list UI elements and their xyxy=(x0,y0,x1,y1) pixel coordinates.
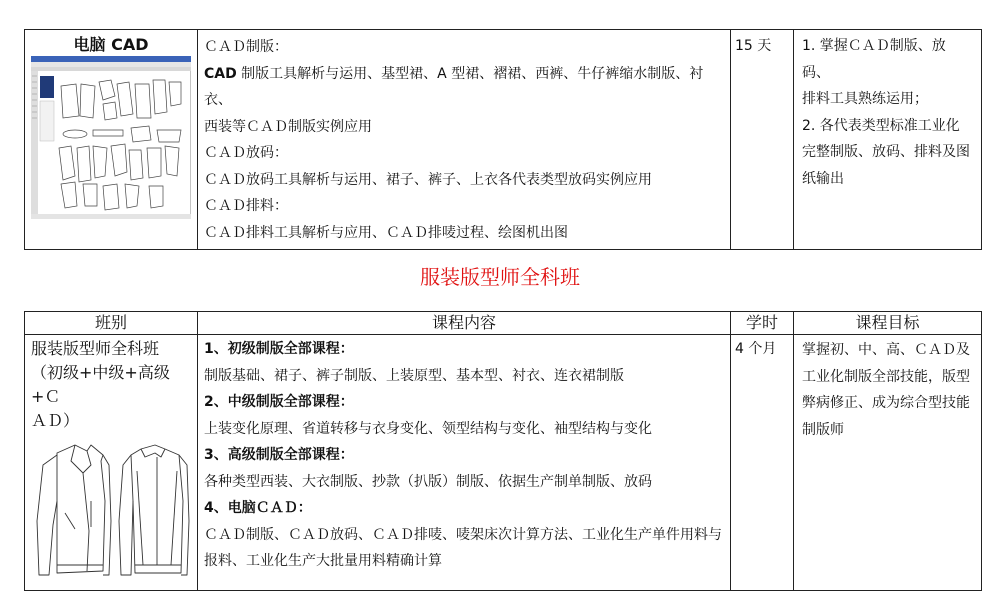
section-title: 服装版型师全科班 xyxy=(420,265,580,289)
cad-goal-line-4: 完整制版、放码、排料及图 xyxy=(802,144,970,160)
content-line-7: 4、电脑ＣＡＤ： xyxy=(204,500,312,516)
header-goals: 课程目标 xyxy=(794,312,982,335)
cad-goal-line-5: 纸输出 xyxy=(802,170,844,187)
cad-content-line-4: ＣＡＤ放码： xyxy=(204,145,288,161)
duration: 4 个月 xyxy=(735,341,777,357)
cad-content-line-5: ＣＡＤ放码工具解析与运用、裙子、裤子、上衣各代表类型放码实例应用 xyxy=(204,171,652,188)
cad-content-cell xyxy=(198,30,731,250)
cad-prefix: CAD xyxy=(204,65,237,82)
goals-cell xyxy=(794,335,982,591)
table-header-row xyxy=(25,312,982,335)
header-content: 课程内容 xyxy=(198,312,731,335)
cad-content-line-7: ＣＡＤ排料工具解析与应用、ＣＡＤ排唛过程、绘图机出图 xyxy=(204,224,568,241)
cad-goal-line-3: 2. 各代表类型标准工业化 xyxy=(802,117,960,134)
cad-content-line-3: 西装等ＣＡＤ制版实例应用 xyxy=(204,118,372,135)
cad-class-cell xyxy=(25,30,198,250)
content-line-2: 制版基础、裙子、裤子制版、上装原型、基本型、衬衣、连衣裙制版 xyxy=(204,367,624,384)
cad-duration-cell xyxy=(731,30,794,250)
cad-class-title: 电脑 CAD xyxy=(73,35,149,54)
table-row xyxy=(25,335,982,591)
full-course-table xyxy=(24,311,982,591)
content-line-4: 上装变化原理、省道转移与衣身变化、领型结构与变化、袖型结构与变化 xyxy=(204,420,652,437)
jacket-sketch xyxy=(25,433,197,590)
content-line-8: ＣＡＤ制版、ＣＡＤ放码、ＣＡＤ排唛、唛架床次计算方法、工业化生产单件用料与 xyxy=(204,526,722,543)
goal-line-3: 弊病修正、成为综合型技能 xyxy=(802,395,970,411)
content-line-9: 报料、工业化生产大批量用料精确计算 xyxy=(204,553,442,569)
content-line-1: 1、初级制版全部课程： xyxy=(204,341,354,357)
jacket-illustration xyxy=(31,441,191,586)
content-line-5: 3、高级制版全部课程： xyxy=(204,447,354,463)
duration-cell xyxy=(731,335,794,591)
cad-content-line-2: CAD 制版工具解析与运用、基型裙、A 型裙、褶裙、西裤、牛仔裤缩水制版、衬衣、 xyxy=(204,65,704,108)
cad-content-line-1: ＣＡＤ制版： xyxy=(204,39,288,55)
content-line-6: 各种类型西装、大衣制版、抄款（扒版）制版、依据生产制单制版、放码 xyxy=(204,473,652,490)
header-duration: 学时 xyxy=(731,312,794,335)
cad-goal-line-2: 排料工具熟练运用； xyxy=(802,91,928,107)
goal-line-1: 掌握初、中、高、ＣＡＤ及 xyxy=(802,342,970,358)
cad-course-table xyxy=(24,29,982,250)
cad-duration: 15 天 xyxy=(735,38,772,54)
cad-software-screenshot xyxy=(31,56,193,223)
class-name-line-1: 服装版型师全科班 xyxy=(31,339,160,358)
cad-screenshot-image xyxy=(31,56,191,219)
cad-goals-cell xyxy=(794,30,982,250)
cad-goal-line-1: 1. 掌握ＣＡＤ制版、放码、 xyxy=(802,38,946,81)
class-name-line-3: ＡＤ） xyxy=(31,411,80,430)
content-cell xyxy=(198,335,731,591)
content-line-3: 2、中级制版全部课程： xyxy=(204,394,354,410)
cad-content-line-6: ＣＡＤ排料： xyxy=(204,198,288,214)
class-name-line-2: （初级+中级+高级+Ｃ xyxy=(31,363,170,406)
goal-line-2: 工业化制版全部技能，版型 xyxy=(802,368,970,385)
header-class: 班别 xyxy=(25,312,198,335)
class-cell xyxy=(25,335,198,591)
goal-line-4: 制版师 xyxy=(802,421,844,438)
